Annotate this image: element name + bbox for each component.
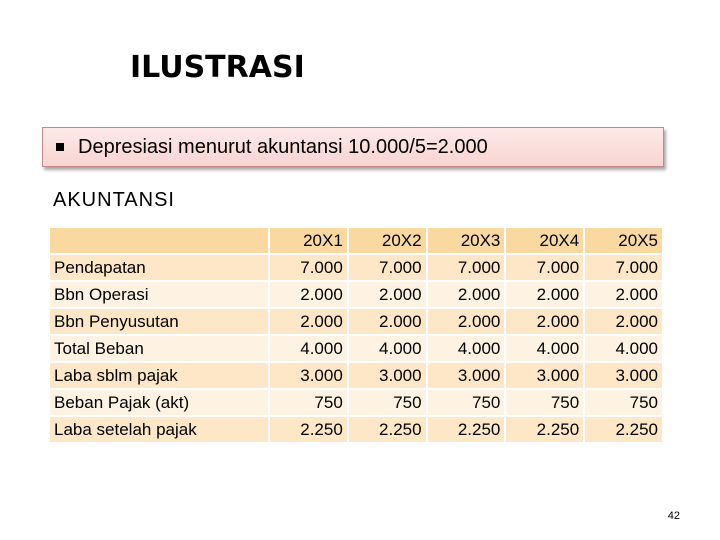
value-cell: 7.000 xyxy=(270,255,347,280)
value-cell: 4.000 xyxy=(270,336,347,361)
value-cell: 4.000 xyxy=(349,336,426,361)
value-cell: 3.000 xyxy=(428,363,505,388)
accounting-table xyxy=(48,226,664,444)
value-cell: 7.000 xyxy=(349,255,426,280)
column-header: 20X3 xyxy=(428,228,505,253)
value-cell: 750 xyxy=(506,390,583,415)
value-cell: 2.000 xyxy=(349,309,426,334)
table-row xyxy=(50,336,662,361)
table-row xyxy=(50,309,662,334)
value-cell: 3.000 xyxy=(349,363,426,388)
value-cell: 4.000 xyxy=(428,336,505,361)
column-header: 20X5 xyxy=(585,228,662,253)
table-row xyxy=(50,363,662,388)
row-label: Total Beban xyxy=(50,336,268,361)
value-cell: 2.000 xyxy=(506,282,583,307)
value-cell: 2.000 xyxy=(270,309,347,334)
value-cell: 4.000 xyxy=(585,336,662,361)
value-cell: 2.250 xyxy=(585,417,662,442)
value-cell: 4.000 xyxy=(506,336,583,361)
value-cell: 3.000 xyxy=(585,363,662,388)
column-header: 20X2 xyxy=(349,228,426,253)
value-cell: 750 xyxy=(270,390,347,415)
value-cell: 2.000 xyxy=(428,309,505,334)
slide-title: ILUSTRASI xyxy=(130,50,305,85)
table-row xyxy=(50,255,662,280)
table-header-row xyxy=(50,228,662,253)
value-cell: 2.000 xyxy=(270,282,347,307)
value-cell: 7.000 xyxy=(585,255,662,280)
value-cell: 2.000 xyxy=(428,282,505,307)
row-label: Bbn Penyusutan xyxy=(50,309,268,334)
value-cell: 2.250 xyxy=(506,417,583,442)
value-cell: 7.000 xyxy=(428,255,505,280)
table-row xyxy=(50,282,662,307)
row-label: Laba sblm pajak xyxy=(50,363,268,388)
bullet-box xyxy=(42,127,664,167)
value-cell: 2.000 xyxy=(585,282,662,307)
row-label: Laba setelah pajak xyxy=(50,417,268,442)
square-bullet-icon xyxy=(56,143,64,151)
value-cell: 2.000 xyxy=(349,282,426,307)
row-label: Bbn Operasi xyxy=(50,282,268,307)
value-cell: 2.000 xyxy=(585,309,662,334)
value-cell: 3.000 xyxy=(506,363,583,388)
row-label: Pendapatan xyxy=(50,255,268,280)
table-corner-cell xyxy=(50,228,268,253)
value-cell: 3.000 xyxy=(270,363,347,388)
column-header: 20X1 xyxy=(270,228,347,253)
value-cell: 750 xyxy=(428,390,505,415)
value-cell: 2.250 xyxy=(270,417,347,442)
value-cell: 750 xyxy=(349,390,426,415)
value-cell: 7.000 xyxy=(506,255,583,280)
section-label: AKUNTANSI xyxy=(53,189,175,211)
column-header: 20X4 xyxy=(506,228,583,253)
value-cell: 750 xyxy=(585,390,662,415)
table-row xyxy=(50,417,662,442)
bullet-text: Depresiasi menurut akuntansi 10.000/5=2.000 xyxy=(78,135,488,158)
table-row xyxy=(50,390,662,415)
page-number: 42 xyxy=(667,510,680,522)
row-label: Beban Pajak (akt) xyxy=(50,390,268,415)
value-cell: 2.000 xyxy=(506,309,583,334)
value-cell: 2.250 xyxy=(349,417,426,442)
value-cell: 2.250 xyxy=(428,417,505,442)
